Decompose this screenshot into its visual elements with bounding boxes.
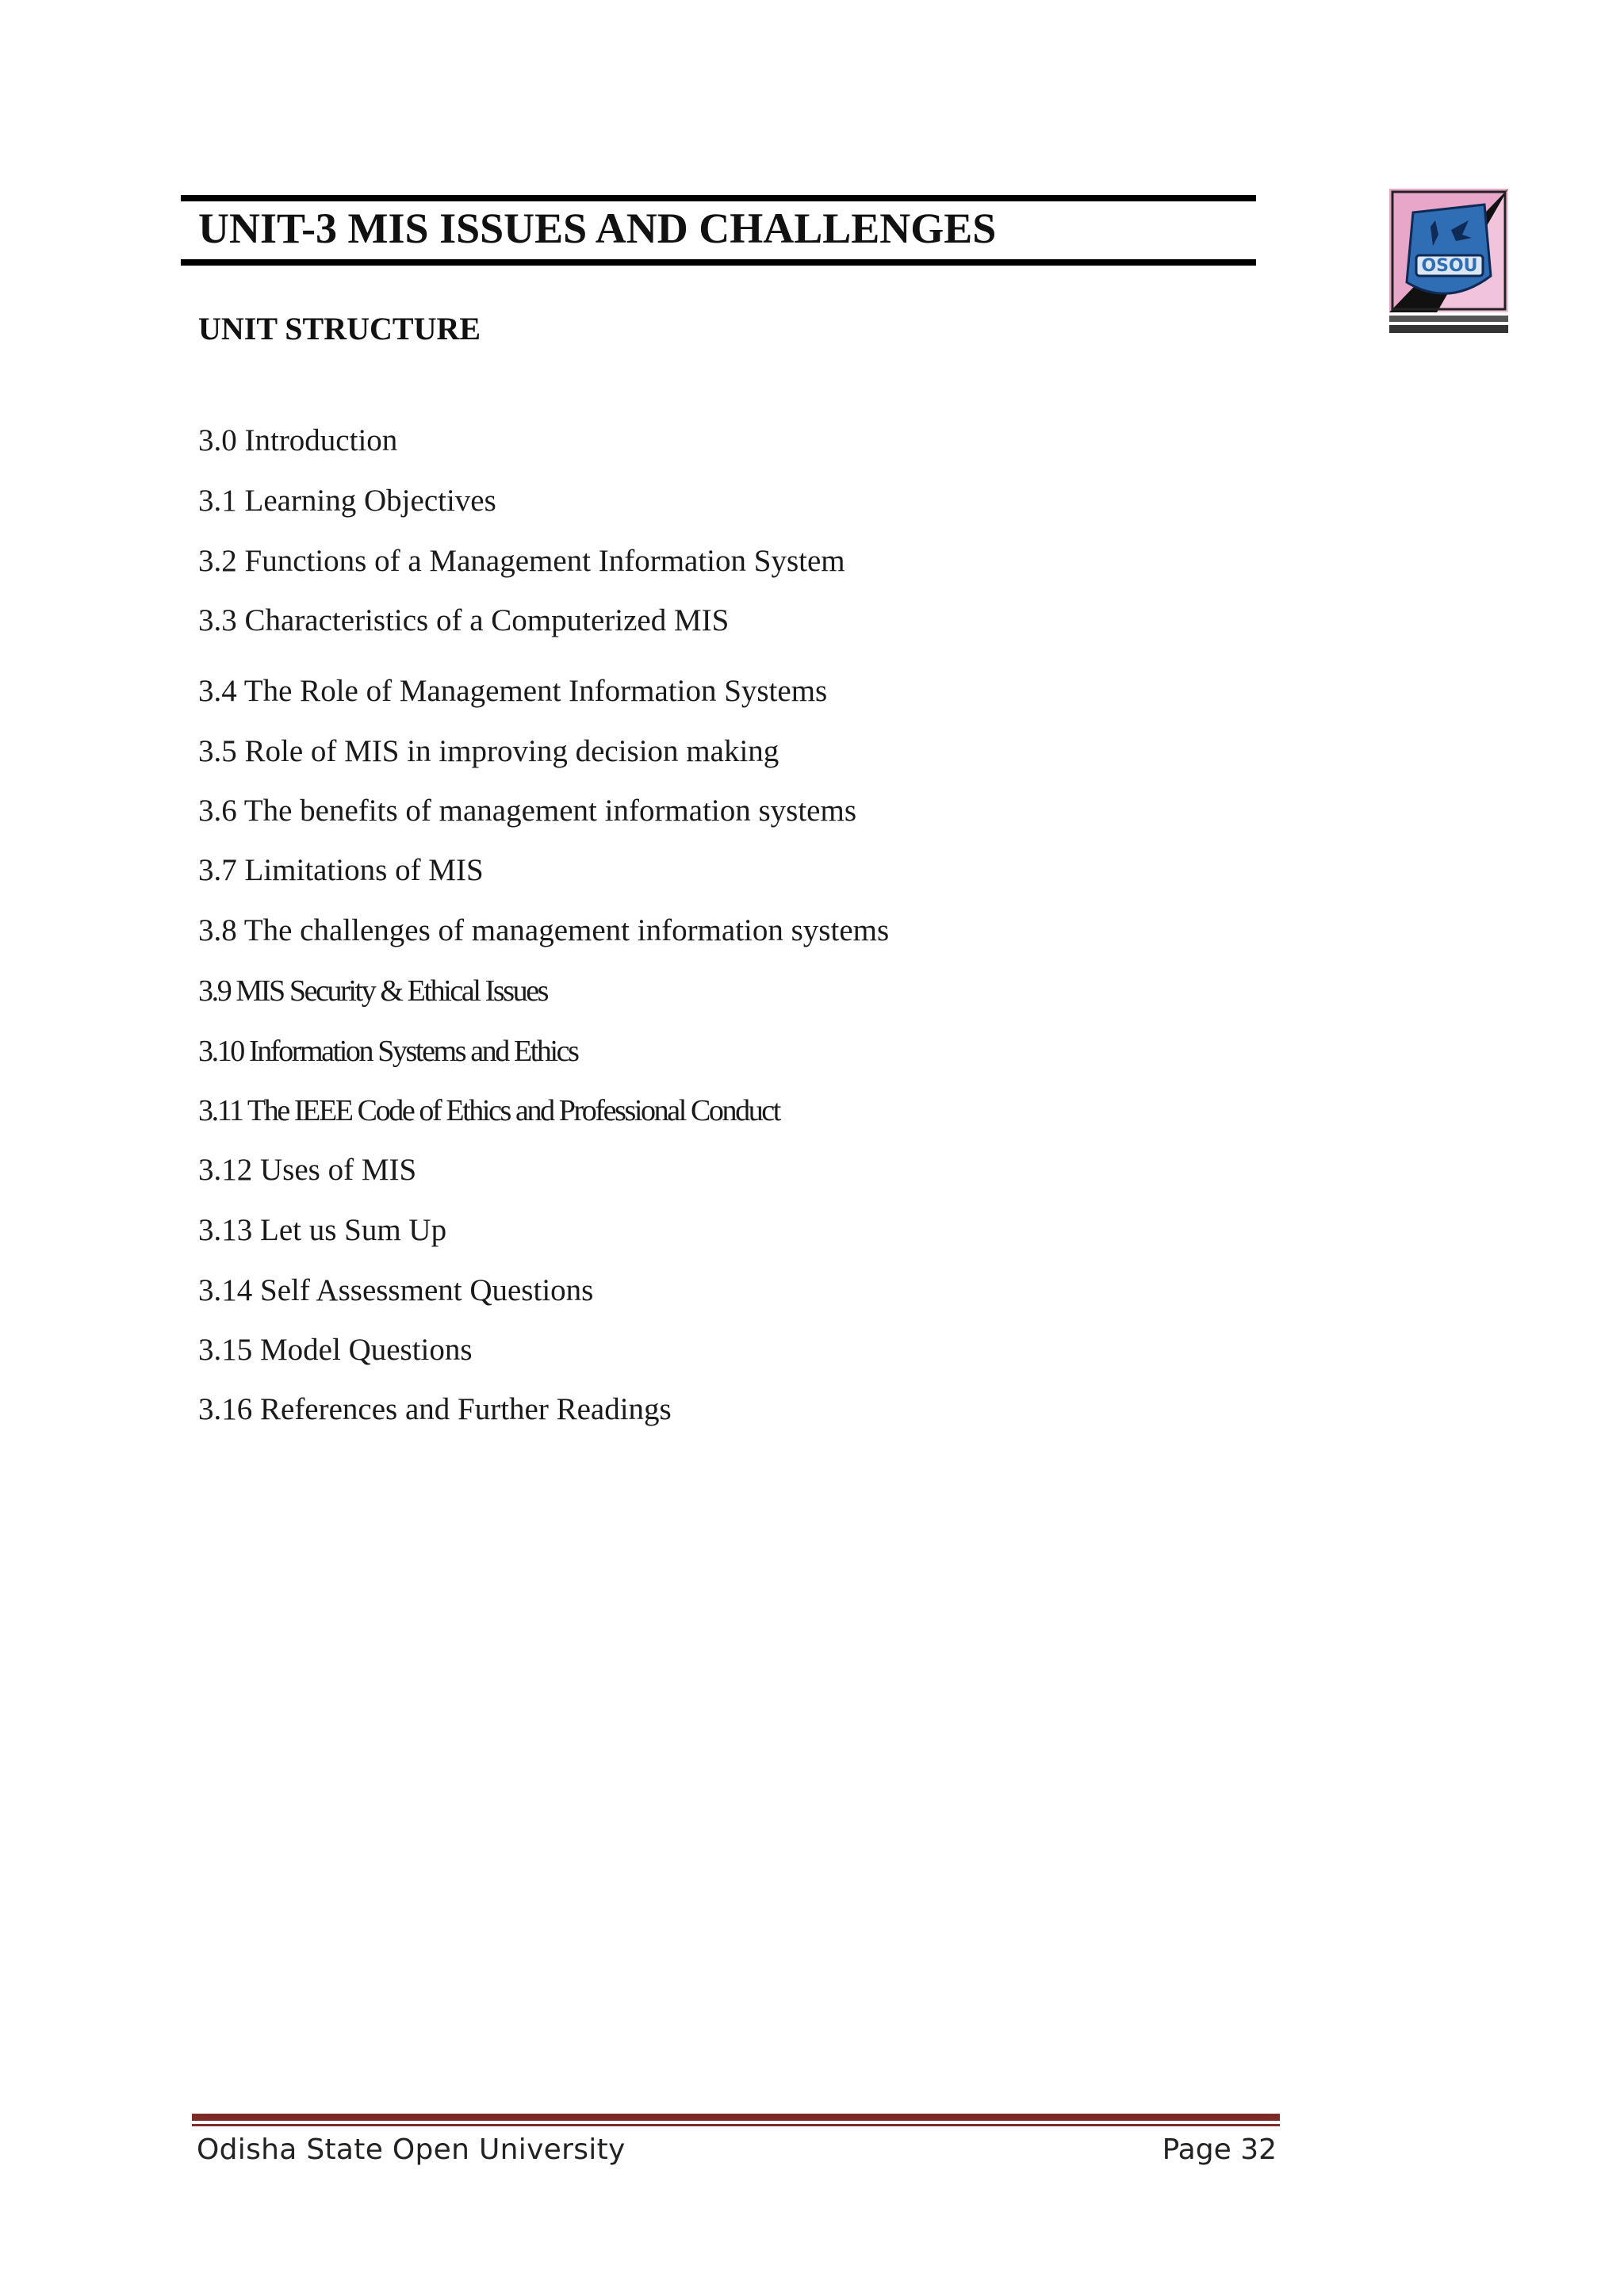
unit-structure-heading: UNIT STRUCTURE xyxy=(198,311,481,346)
toc-item: 3.8 The challenges of management information systems xyxy=(198,913,890,947)
toc-item: 3.3 Characteristics of a Computerized MIS xyxy=(198,603,730,637)
toc-item: 3.15 Model Questions xyxy=(198,1333,473,1367)
toc-item: 3.0 Introduction xyxy=(198,423,398,457)
toc-item: 3.1 Learning Objectives xyxy=(198,484,496,518)
toc-item: 3.14 Self Assessment Questions xyxy=(198,1273,594,1307)
footer-institution: Odisha State Open University xyxy=(197,2133,626,2166)
toc-item: 3.11 The IEEE Code of Ethics and Professional Conduct xyxy=(198,1094,779,1127)
toc-item: 3.7 Limitations of MIS xyxy=(198,853,484,887)
toc-item: 3.12 Uses of MIS xyxy=(198,1153,417,1187)
toc-item: 3.5 Role of MIS in improving decision making xyxy=(198,734,779,768)
toc-item: 3.16 References and Further Readings xyxy=(198,1392,672,1426)
toc-item: 3.6 The benefits of management information systems xyxy=(198,794,857,828)
toc-item: 3.4 The Role of Management Information Systems xyxy=(198,674,828,708)
toc-item: 3.13 Let us Sum Up xyxy=(198,1213,447,1247)
footer-rule-thick xyxy=(192,2114,1280,2121)
title-rule-bottom xyxy=(181,259,1256,266)
page-number: Page 32 xyxy=(1162,2133,1277,2166)
university-logo xyxy=(1389,189,1508,336)
logo-monogram: OSOU xyxy=(1421,256,1478,276)
unit-title: UNIT-3 MIS ISSUES AND CHALLENGES xyxy=(198,205,997,252)
toc-item: 3.2 Functions of a Management Information System xyxy=(198,544,845,578)
footer-rule-thin xyxy=(192,2124,1280,2126)
toc-item: 3.10 Information Systems and Ethics xyxy=(198,1035,578,1068)
toc-item: 3.9 MIS Security & Ethical Issues xyxy=(198,974,548,1008)
